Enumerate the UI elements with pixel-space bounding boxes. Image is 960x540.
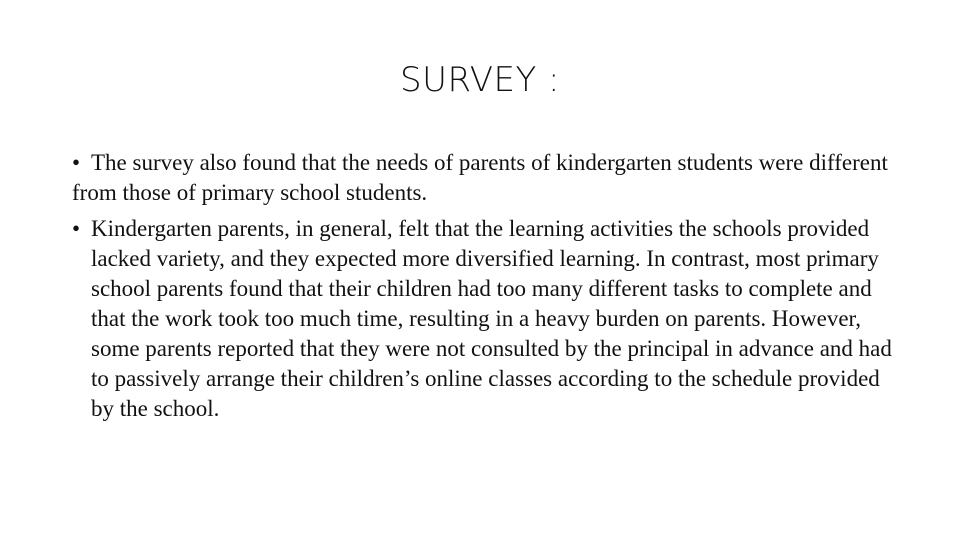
slide-body xyxy=(72,148,892,424)
bullet-item-1 xyxy=(72,148,892,208)
bullet-text-2: Kindergarten parents, in general, felt that the learning activities the schools provided lacked variety, and they expected more diversified learning. In contrast, most primary school parents found that their children had too many different tasks to complete and that the work took too much time, resulting in a heavy burden on parents. However, some parents reported that they were not consulted by the principal in advance and had to passively arrange their children’s online classes according to the schedule provided by the school. xyxy=(91,216,892,421)
bullet-text-1: The survey also found that the needs of parents of kindergarten students were different from those of primary school students. xyxy=(72,150,888,205)
bullet-dot-icon: • xyxy=(72,216,81,241)
slide-title: SURVEY : xyxy=(399,60,560,100)
bullet-dot-icon: • xyxy=(72,150,81,175)
bullet-item-2 xyxy=(72,214,892,424)
